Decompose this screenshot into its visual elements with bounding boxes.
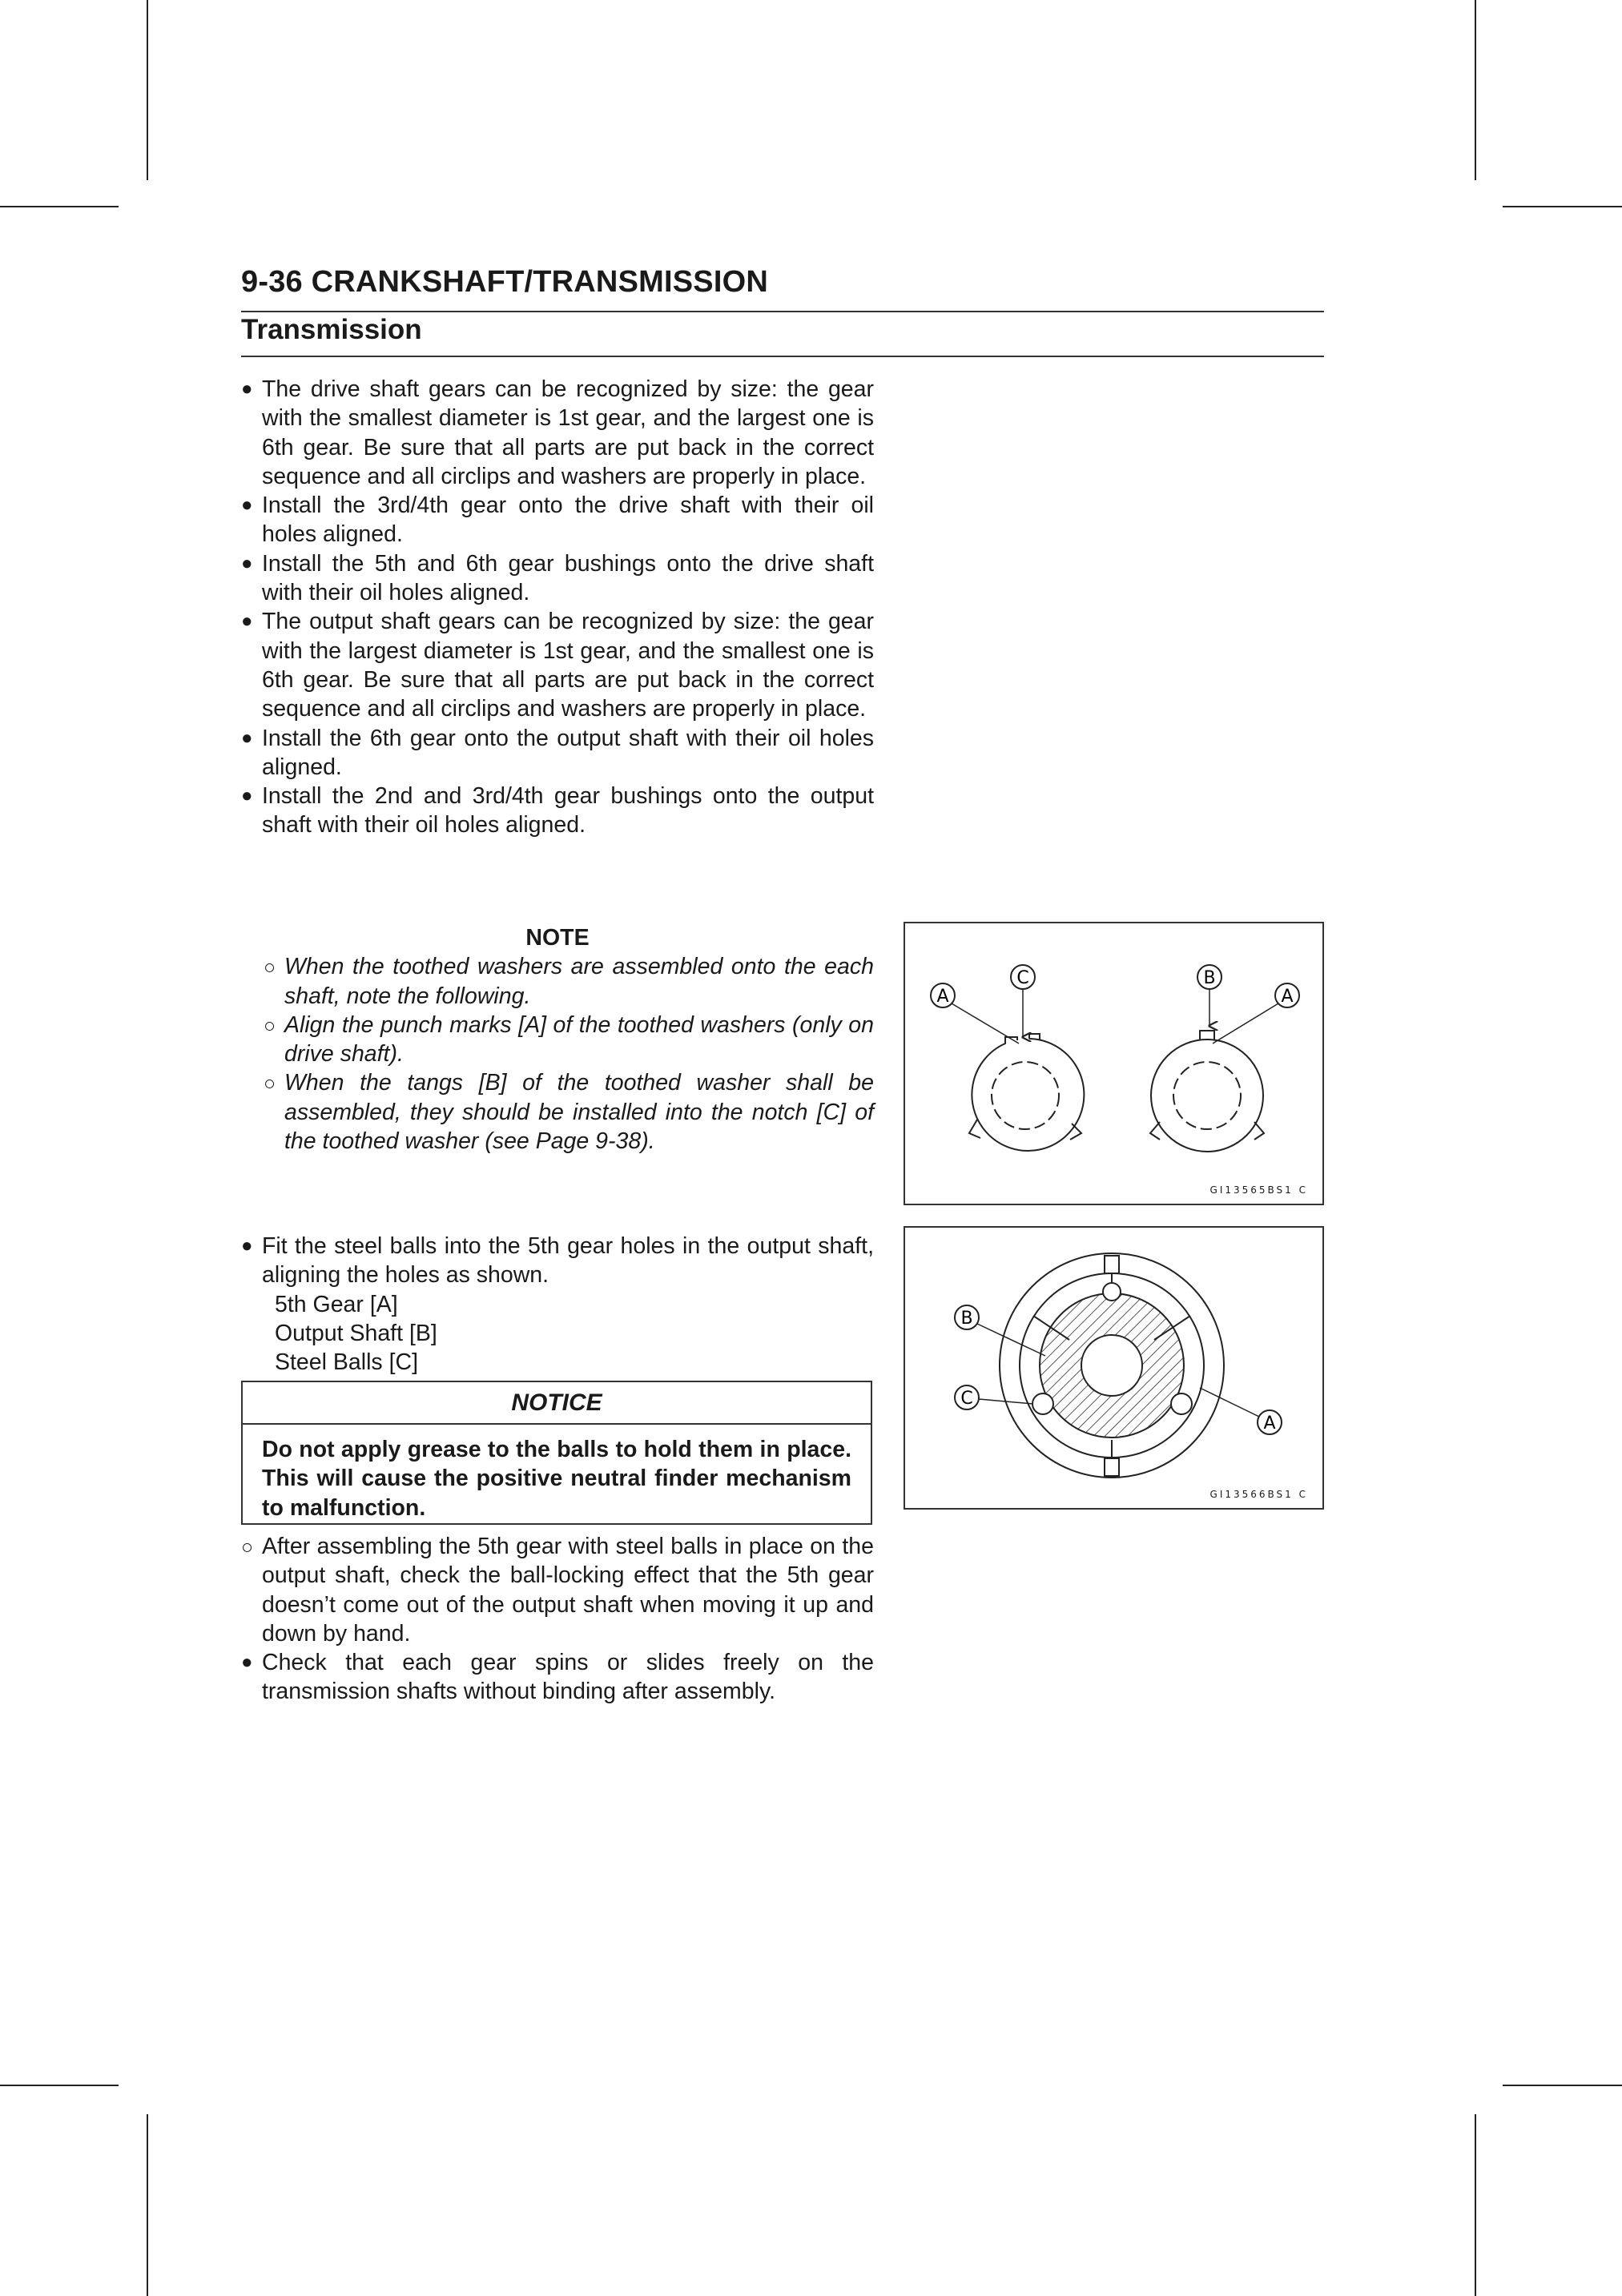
header-rule [241,311,1324,312]
legend-list [241,1290,874,1377]
note-item: ○ When the toothed washers are assembled onto the each shaft, note the following. [264,954,874,1009]
callout-b [955,1305,1045,1356]
bullet-marker: ● [241,610,253,633]
svg-text:B: B [1203,968,1216,988]
callout-a-left [931,983,1019,1043]
svg-text:A: A [936,987,949,1007]
gear-assembly [1000,1253,1224,1478]
list-item: ● Check that each gear spins or slides freely on the transmission shafts without binding after assembly. [241,1650,874,1705]
crop-mark [0,2085,119,2086]
crop-mark [0,206,119,207]
list-item: ● Install the 3rd/4th gear onto the drive shaft with their oil holes aligned. [241,493,874,548]
toothed-washer-diagram [905,923,1322,1204]
legend-item: Steel Balls [C] [275,1349,418,1376]
assembly-bullets [241,375,874,840]
crop-mark [1475,2114,1476,2296]
crop-mark [1503,206,1622,207]
notice-title: NOTICE [243,1382,871,1425]
callout-b [1197,965,1222,1026]
notice-box [241,1381,872,1525]
crop-mark [1503,2085,1622,2086]
final-checks [241,1532,874,1707]
left-washer [969,1034,1084,1151]
callout-c [1011,965,1035,1037]
figure-code: GI13565BS1 C [1209,1184,1308,1196]
callout-a [1200,1388,1282,1434]
toothed-washer-figure [904,922,1324,1205]
crop-mark [1475,0,1476,180]
note-block [241,923,874,1156]
steel-balls-block [241,1232,874,1377]
circle-marker: ○ [264,1014,276,1037]
list-item: ● Install the 5th and 6th gear bushings onto the drive shaft with their oil holes aligned. [241,550,874,606]
note-item: ○ When the tangs [B] of the toothed washer shall be assembled, they should be installed into the notch [C] of the toothed washer (see Page 9-38). [264,1070,874,1155]
bullet-marker: ● [241,494,253,517]
callout-a-right [1213,983,1299,1043]
steel-balls-diagram [905,1228,1322,1508]
svg-text:A: A [1263,1413,1276,1433]
legend-item: 5th Gear [A] [275,1291,398,1317]
notice-text: Do not apply grease to the balls to hold them in place. This will cause the positive neutral finder mechanism to malfunction. [262,1437,851,1521]
section-rule [241,356,1324,357]
circle-marker: ○ [241,1536,254,1558]
list-item: ● Fit the steel balls into the 5th gear holes in the output shaft, aligning the holes as shown. [241,1233,874,1289]
list-item: ○ After assembling the 5th gear with steel balls in place on the output shaft, check the ball-locking effect that the 5th gear doesn’t come out of the output shaft when moving it up and down by hand. [241,1534,874,1647]
circle-marker: ○ [264,1072,276,1096]
page-title: 9-36 CRANKSHAFT/TRANSMISSION [241,265,768,299]
svg-text:A: A [1281,987,1294,1007]
right-washer [1150,1031,1264,1152]
crop-mark [147,2114,148,2296]
bullet-marker: ● [241,1651,253,1674]
bullet-marker: ● [241,378,253,400]
bullet-marker: ● [241,785,253,807]
list-item: ● Install the 2nd and 3rd/4th gear bushings onto the output shaft with their oil holes aligned. [241,783,874,838]
bullet-marker: ● [241,552,253,574]
svg-text:C: C [960,1389,973,1409]
crop-mark [147,0,148,180]
circle-marker: ○ [264,956,276,979]
svg-text:C: C [1016,968,1029,988]
list-item: ● Install the 6th gear onto the output shaft with their oil holes aligned. [241,725,874,780]
section-title: Transmission [241,314,422,345]
list-item: ● The output shaft gears can be recognized by size: the gear with the largest diameter is 1st gear, and the smallest one is 6th gear. Be sure that all parts are put back in the correct sequence and all circlips and washers are properly in place. [241,609,874,722]
bullet-marker: ● [241,1235,253,1257]
legend-item: Output Shaft [B] [275,1320,437,1346]
steel-balls-figure [904,1226,1324,1510]
note-heading: NOTE [525,925,590,951]
note-item: ○ Align the punch marks [A] of the toothed washers (only on drive shaft). [264,1011,874,1068]
list-item: ● The drive shaft gears can be recognized by size: the gear with the smallest diameter is 1st gear, and the largest one is 6th gear. Be sure that all parts are put back in the correct sequence and all circlips and washers are properly in place. [241,376,874,489]
bullet-marker: ● [241,726,253,749]
callout-c [955,1385,1033,1409]
svg-text:B: B [960,1309,973,1329]
figure-code: GI13566BS1 C [1209,1489,1308,1500]
